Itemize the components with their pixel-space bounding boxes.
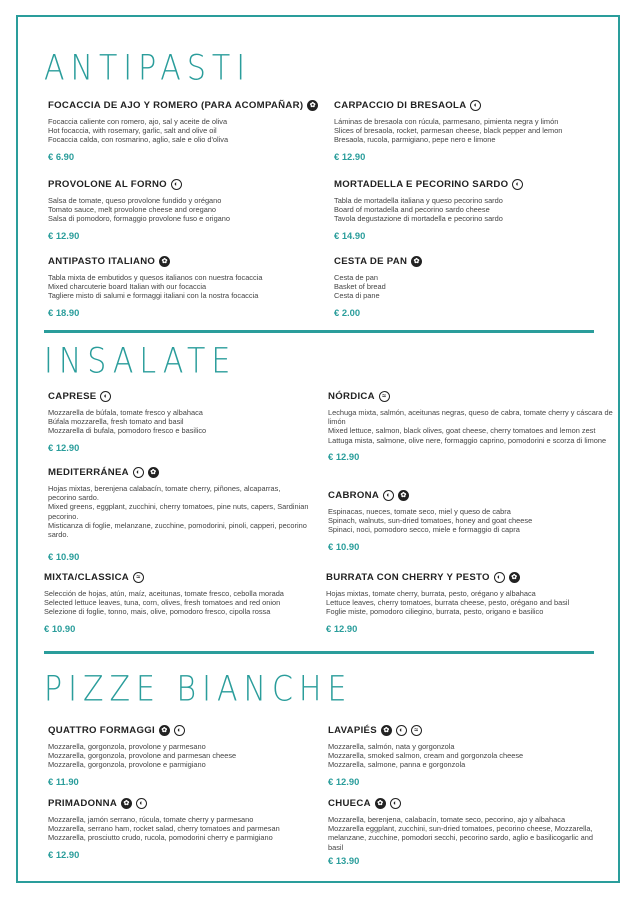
item-price: € 11.90	[48, 775, 79, 787]
desc-es: Láminas de bresaola con rúcula, parmesano, pimienta negra y limón	[334, 117, 559, 126]
desc-es: Mozzarella, jamón serrano, rúcula, tomate cherry y parmesano	[48, 815, 254, 824]
item-price: € 10.90	[44, 622, 76, 634]
item-name: CAPRESE	[48, 391, 97, 402]
lactose-icon: ◐	[133, 467, 144, 478]
lactose-icon: ◐	[100, 391, 111, 402]
menu-item-quattro-formaggi	[48, 724, 333, 787]
item-name: CESTA DE PAN	[334, 256, 408, 267]
item-price: € 18.90	[48, 306, 80, 318]
desc-it: Foglie miste, pomodoro ciliegino, burrata, pesto, origano e basilico	[326, 607, 544, 617]
desc-it: Mozzarella, prosciutto crudo, rucola, pomodorini cherry e parmigiano	[48, 833, 273, 843]
desc-es: Espinacas, nueces, tomate seco, miel y queso de cabra	[328, 507, 511, 516]
desc-it: Mozzarella di bufala, pomodoro fresco e basilico	[48, 426, 207, 436]
desc-es: Mozzarella, gorgonzola, provolone y parmesano	[48, 742, 206, 751]
item-price: € 13.90	[328, 854, 360, 866]
vegetarian-icon: ✿	[381, 725, 392, 736]
menu-item-mortadella	[334, 178, 619, 241]
item-name: QUATTRO FORMAGGI	[48, 725, 155, 736]
desc-it: Misticanza di foglie, melanzane, zucchine, pomodorini, pinoli, capperi, pecorino sardo.	[48, 520, 307, 540]
menu-item-carpaccio	[334, 99, 619, 162]
desc-it: Spinaci, noci, pomodoro secco, miele e formaggio di capra	[328, 525, 520, 535]
desc-es: Tabla de mortadella italiana y queso pecorino sardo	[334, 196, 503, 205]
desc-it: Cesta di pane	[334, 291, 380, 301]
menu-item-cabrona	[328, 489, 613, 552]
desc-it: Tagliere misto di salumi e formaggi italiani con la nostra focaccia	[48, 291, 259, 301]
item-name: CHUECA	[328, 798, 371, 809]
item-price: € 12.90	[334, 150, 366, 162]
item-name: NÓRDICA	[328, 391, 375, 402]
desc-en: Mozzarella, gorgonzola, provolone and parmesan cheese	[48, 751, 237, 761]
lactose-icon: ◐	[494, 572, 505, 583]
desc-es: Hojas mixtas, berenjena calabacín, tomate cherry, piñones, alcaparras, pecorino sardo.	[48, 484, 281, 503]
menu-item-cesta-de-pan	[334, 255, 619, 318]
item-name: MEDITERRÁNEA	[48, 467, 129, 478]
lactose-icon: ◐	[396, 725, 407, 736]
desc-es: Cesta de pan	[334, 273, 378, 282]
item-price: € 12.90	[48, 229, 80, 241]
vegetarian-icon: ✿	[307, 100, 318, 111]
desc-es: Hojas mixtas, tomate cherry, burrata, pesto, orégano y albahaca	[326, 589, 536, 598]
section-title-pizze-bianche: PIZZE BIANCHE	[44, 669, 353, 710]
vegetarian-icon: ✿	[121, 798, 132, 809]
section-title-antipasti: ANTIPASTI	[44, 48, 252, 89]
menu-item-focaccia	[48, 99, 338, 162]
desc-en: Selected lettuce leaves, tuna, corn, olives, fresh tomatoes and red onion	[44, 598, 281, 608]
item-name: CARPACCIO DI BRESAOLA	[334, 100, 467, 111]
menu-item-caprese	[48, 390, 333, 453]
desc-en: Tomato sauce, melt provolone cheese and oregano	[48, 205, 217, 215]
menu-item-lavapies	[328, 724, 613, 787]
item-price: € 12.90	[328, 775, 360, 787]
vegetarian-icon: ✿	[159, 725, 170, 736]
desc-es: Mozzarella, salmón, nata y gorgonzola	[328, 742, 455, 751]
desc-it: Bresaola, rucola, parmigiano, pepe nero e limone	[334, 135, 496, 145]
desc-en: Mozzarella, serrano ham, rocket salad, cherry tomatoes and parmesan	[48, 824, 280, 834]
menu-item-provolone	[48, 178, 333, 241]
item-price: € 12.90	[48, 441, 80, 453]
menu-item-chueca	[328, 797, 608, 866]
desc-it: Mozzarella, gorgonzola, provolone e parmigiano	[48, 760, 206, 770]
fish-icon: ≈	[379, 391, 390, 402]
desc-it: Salsa di pomodoro, formaggio provolone fuso e origano	[48, 214, 231, 224]
desc-en: Búfala mozzarella, fresh tomato and basil	[48, 417, 184, 427]
section-divider	[44, 330, 594, 333]
item-price: € 12.90	[326, 622, 358, 634]
item-price: € 12.90	[48, 848, 80, 860]
desc-es: Tabla mixta de embutidos y quesos italianos con nuestra focaccia	[48, 273, 263, 282]
item-name: BURRATA CON CHERRY Y PESTO	[326, 572, 490, 583]
desc-en: Hot focaccia, with rosemary, garlic, salt and olive oil	[48, 126, 217, 136]
lactose-icon: ◐	[470, 100, 481, 111]
menu-item-nordica	[328, 390, 613, 462]
item-name: FOCACCIA DE AJO Y ROMERO (PARA ACOMPAÑAR)	[48, 100, 304, 111]
desc-en: Mixed greens, eggplant, zucchini, cherry tomatoes, pine nuts, capers, Sardinian pecorino.	[48, 502, 309, 521]
lactose-icon: ◐	[512, 179, 523, 190]
item-price: € 12.90	[328, 450, 360, 462]
item-name: PROVOLONE AL FORNO	[48, 179, 167, 190]
lactose-icon: ◐	[136, 798, 147, 809]
desc-it: Tavola degustazione di mortadella e pecorino sardo	[334, 214, 503, 224]
item-price: € 6.90	[48, 150, 75, 162]
item-name: PRIMADONNA	[48, 798, 118, 809]
desc-it: Mozzarella, salmone, panna e gorgonzola	[328, 760, 466, 770]
desc-en: Mozzarella, smoked salmon, cream and gorgonzola cheese	[328, 751, 524, 761]
desc-it: Lattuga mista, salmone, olive nere, formaggio caprino, pomodorini e scorza di limone	[328, 435, 607, 445]
item-price: € 10.90	[328, 540, 360, 552]
desc-en: Mixed lettuce, salmon, black olives, goat cheese, cherry tomatoes and lemon zest	[328, 426, 596, 436]
desc-en: Mozzarella eggplant, zucchini, sun-dried tomatoes, pecorino cheese, Mozzarella, melanzane, zucchine, pomodori secchi, pecorino sardo, aglio e basilicogarlic and basil	[328, 824, 593, 852]
vegetarian-icon: ✿	[148, 467, 159, 478]
menu-item-mixta-classica	[44, 571, 329, 634]
desc-en: Lettuce leaves, cherry tomatoes, burrata cheese, pesto, orégano and basil	[326, 598, 570, 608]
desc-en: Spinach, walnuts, sun-dried tomatoes, honey and goat cheese	[328, 516, 533, 526]
item-name: CABRONA	[328, 490, 380, 501]
desc-en: Mixed charcuterie board Italian with our focaccia	[48, 282, 207, 292]
vegetarian-icon: ✿	[411, 256, 422, 267]
section-title-insalate: INSALATE	[44, 341, 237, 382]
desc-en: Board of mortadella and pecorino sardo cheese	[334, 205, 490, 215]
item-name: LAVAPIÉS	[328, 725, 377, 736]
item-name: ANTIPASTO ITALIANO	[48, 256, 156, 267]
lactose-icon: ◐	[171, 179, 182, 190]
item-price: € 10.90	[48, 551, 80, 563]
fish-icon: ≈	[133, 572, 144, 583]
menu-item-antipasto-italiano	[48, 255, 333, 318]
item-price: € 14.90	[334, 229, 366, 241]
desc-es: Salsa de tomate, queso provolone fundido y orégano	[48, 196, 222, 205]
desc-it: Focaccia calda, con rosmarino, aglio, sale e olio d'oliva	[48, 135, 229, 145]
menu-item-primadonna	[48, 797, 333, 860]
desc-en: Basket of bread	[334, 282, 386, 292]
item-name: MIXTA/CLASSICA	[44, 572, 130, 583]
desc-es: Lechuga mixta, salmón, aceitunas negras, queso de cabra, tomate cherry y cáscara de limón	[328, 408, 613, 427]
desc-en: Slices of bresaola, rocket, parmesan cheese, black pepper and lemon	[334, 126, 563, 136]
fish-icon: ≈	[411, 725, 422, 736]
item-price: € 2.00	[334, 306, 361, 318]
vegetarian-icon: ✿	[398, 490, 409, 501]
desc-it: Selezione di foglie, tonno, mais, olive, pomodoro fresco, cipolla rossa	[44, 607, 271, 617]
menu-item-burrata	[326, 571, 611, 634]
lactose-icon: ◐	[383, 490, 394, 501]
desc-es: Mozzarella de búfala, tomate fresco y albahaca	[48, 408, 203, 417]
vegetarian-icon: ✿	[375, 798, 386, 809]
vegetarian-icon: ✿	[159, 256, 170, 267]
desc-es: Selección de hojas, atún, maíz, aceitunas, tomate fresco, cebolla morada	[44, 589, 284, 598]
lactose-icon: ◐	[174, 725, 185, 736]
desc-es: Focaccia caliente con romero, ajo, sal y aceite de oliva	[48, 117, 228, 126]
menu-item-mediterranea	[48, 466, 310, 562]
desc-es: Mozzarella, berenjena, calabacín, tomate seco, pecorino, ajo y albahaca	[328, 815, 566, 824]
section-divider	[44, 651, 594, 654]
vegetarian-icon: ✿	[509, 572, 520, 583]
lactose-icon: ◐	[390, 798, 401, 809]
item-name: MORTADELLA E PECORINO SARDO	[334, 179, 509, 190]
